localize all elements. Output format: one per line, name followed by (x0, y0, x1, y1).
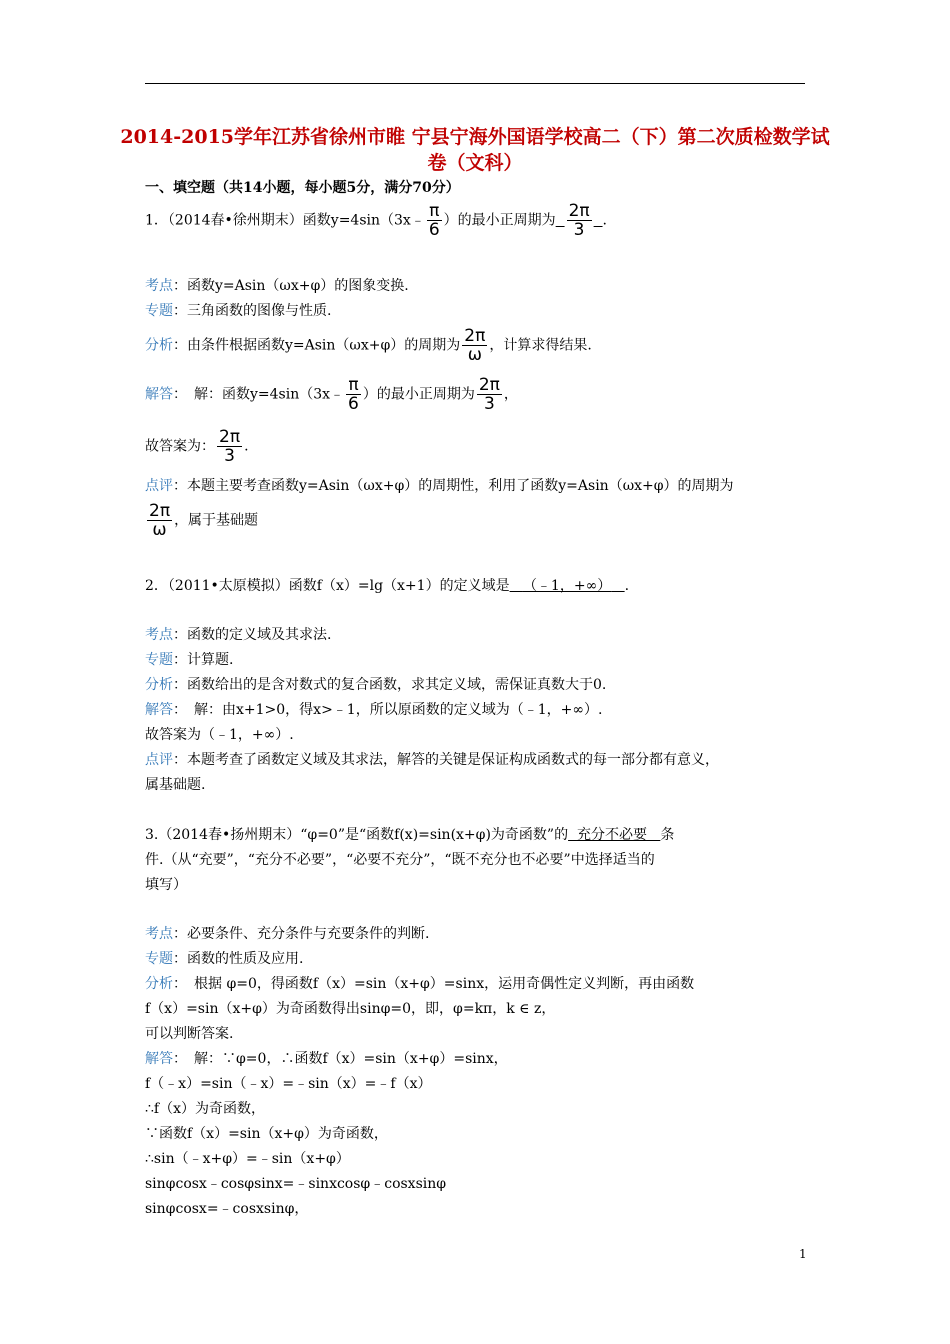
q1-stem-text: . (602, 212, 607, 229)
q2-dianping-2: 属基础题. (145, 777, 206, 793)
q1-answer-text: 故答案为： (145, 438, 215, 455)
fraction-num: π (427, 202, 442, 221)
q1-jieda (145, 376, 518, 413)
q3-stem-3: 填写） (145, 877, 187, 893)
q2-stem-text: . (624, 578, 630, 594)
q3-jieda (145, 1050, 508, 1068)
q2-dianping (145, 751, 719, 769)
q2-jieda (145, 701, 602, 719)
q3-stem (145, 826, 674, 844)
q1-dianping-text: ，属于基础题 (174, 512, 259, 529)
q3-step-6: sinφcosx=﹣cosxsinφ， (145, 1201, 309, 1217)
fraction-num: 2π (478, 375, 500, 395)
fraction-den: ω (152, 520, 167, 540)
q2-stem-text: 2．（2011•太原模拟）函数f（x）=lg（x+1）的定义域是 (145, 578, 510, 594)
q1-jieda-text: ， (503, 386, 518, 403)
fraction (477, 376, 502, 413)
fraction-den: 3 (224, 446, 235, 466)
label-jieda: 解答 (145, 702, 173, 718)
q3-fenxi-3: 可以判断答案. (145, 1026, 234, 1042)
fraction (217, 428, 242, 465)
label-jieda: 解答 (145, 386, 173, 403)
label-fenxi: 分析 (145, 337, 173, 354)
fraction-num: 2π (464, 326, 486, 346)
q3-stem-text: 条 (660, 827, 675, 843)
fraction-den: 3 (573, 220, 585, 240)
q3-fenxi-2: f（x）=sin（x+φ）为奇函数得出sinφ=0，即，φ=kπ，k ∈ z， (145, 1001, 556, 1017)
label-fenxi: 分析 (145, 976, 173, 992)
q3-stem-2: 件.（从“充要”，“充分不必要”，“必要不充分”，“既不充分也不必要”中选择适当的 (145, 852, 655, 868)
q1-kaodian (145, 277, 409, 295)
page-title: 2014-2015学年江苏省徐州市睢 宁县宁海外国语学校高二（下）第二次质检数学试卷（文科） (120, 126, 830, 174)
fraction-den: 6 (428, 220, 440, 240)
fraction (567, 202, 592, 239)
q3-step-3: ∵函数f（x）=sin（x+φ）为奇函数， (145, 1126, 388, 1142)
q1-stem (145, 202, 607, 239)
fraction-den: 3 (483, 394, 495, 414)
q1-stem-text: 1．（2014春•徐州期末）函数y=4sin（3x﹣ (145, 212, 425, 229)
label-kaodian: 考点 (145, 926, 173, 942)
q1-stem-text: ）的最小正周期为 (443, 212, 556, 229)
q3-answer-blank (568, 827, 660, 843)
q3-zhuanti (145, 950, 303, 968)
q1-fenxi-text: ，计算求得结果. (489, 337, 592, 354)
q2-zhuanti (145, 651, 233, 669)
q2-fenxi (145, 676, 606, 694)
q2-kaodian-text: ：函数的定义域及其求法. (173, 627, 332, 643)
q2-dianping-text: ：本题考查了函数定义域及其求法，解答的关键是保证构成函数式的每一部分都有意义， (173, 752, 719, 768)
q1-dianping-text: ：本题主要考查函数y=Asin（ωx+φ）的周期性，利用了函数y=Asin（ωx+φ）的周期为 (173, 478, 734, 494)
q2-fenxi-text: ：函数给出的是含对数式的复合函数，求其定义域，需保证真数大于0. (173, 677, 607, 693)
label-kaodian: 考点 (145, 278, 173, 294)
q1-jieda-text: ： 解：函数y=4sin（3x﹣ (173, 386, 345, 403)
label-zhuanti: 专题 (145, 951, 173, 967)
label-kaodian: 考点 (145, 627, 173, 643)
fraction-num: 2π (149, 501, 171, 521)
q1-zhuanti (145, 302, 331, 320)
label-fenxi: 分析 (145, 677, 173, 693)
fraction (462, 327, 487, 364)
q1-zhuanti-text: ：三角函数的图像与性质. (173, 303, 332, 319)
q1-fenxi (145, 327, 592, 364)
q3-jieda-text: ： 解：∵φ=0，∴函数f（x）=sin（x+φ）=sinx， (173, 1051, 508, 1067)
q3-stem-text: 3.（2014春•扬州期末）“φ=0”是“函数f(x)=sin(x+φ)为奇函数”的 (145, 827, 569, 843)
fraction (147, 502, 172, 539)
q3-fenxi (145, 975, 694, 993)
q1-kaodian-text: ：函数y=Asin（ωx+φ）的图象变换. (173, 278, 409, 294)
page-number: 1 (799, 1247, 807, 1261)
fraction (427, 202, 442, 239)
q2-answer-blank (510, 578, 625, 594)
fraction-den: 6 (348, 394, 359, 414)
q2-jieda-text: ： 解：由x+1>0，得x>﹣1，所以原函数的定义域为（﹣1，+∞）. (173, 702, 603, 718)
q1-dianping (145, 477, 734, 495)
q3-step-1: f（﹣x）=sin（﹣x）=﹣sin（x）=﹣f（x） (145, 1076, 432, 1092)
label-dianping: 点评 (145, 752, 173, 768)
q2-answer: 故答案为（﹣1，+∞）. (145, 727, 294, 743)
label-zhuanti: 专题 (145, 303, 173, 319)
fraction-den: ω (467, 345, 482, 365)
q3-zhuanti-text: ：函数的性质及应用. (173, 951, 304, 967)
q3-kaodian (145, 925, 429, 943)
q1-answer-text: . (244, 438, 249, 455)
section-heading: 一、填空题（共14小题，每小题5分，满分70分） (145, 180, 460, 196)
label-jieda: 解答 (145, 1051, 173, 1067)
q3-fenxi-text: ： 根据 φ=0，得函数f（x）=sin（x+φ）=sinx，运用奇偶性定义判断，再由函数 (173, 976, 695, 992)
q3-step-2: ∴f（x）为奇函数， (145, 1101, 265, 1117)
fraction (346, 376, 361, 413)
q2-zhuanti-text: ：计算题. (173, 652, 234, 668)
q3-kaodian-text: ：必要条件、充分条件与充要条件的判断. (173, 926, 430, 942)
q3-answer-value: 充分不必要 (576, 827, 647, 843)
fraction-num: π (346, 376, 361, 395)
q1-fenxi-text: ：由条件根据函数y=Asin（ωx+φ）的周期为 (173, 337, 461, 354)
q1-dianping-2 (145, 502, 258, 539)
fraction-num: 2π (219, 427, 241, 447)
label-dianping: 点评 (145, 478, 173, 494)
q3-step-5: sinφcosx﹣cosφsinx=﹣sinxcosφ﹣cosxsinφ (145, 1176, 447, 1192)
fraction-num: 2π (568, 201, 590, 221)
q3-step-4: ∴sin（﹣x+φ）=﹣sin（x+φ） (145, 1151, 350, 1167)
q2-kaodian (145, 626, 331, 644)
label-zhuanti: 专题 (145, 652, 173, 668)
header-rule (145, 83, 805, 84)
q1-answer (145, 428, 249, 465)
q2-answer-value: （﹣1，+∞） (522, 578, 612, 594)
q2-stem (145, 577, 629, 595)
q1-jieda-text: ）的最小正周期为 (362, 386, 475, 403)
